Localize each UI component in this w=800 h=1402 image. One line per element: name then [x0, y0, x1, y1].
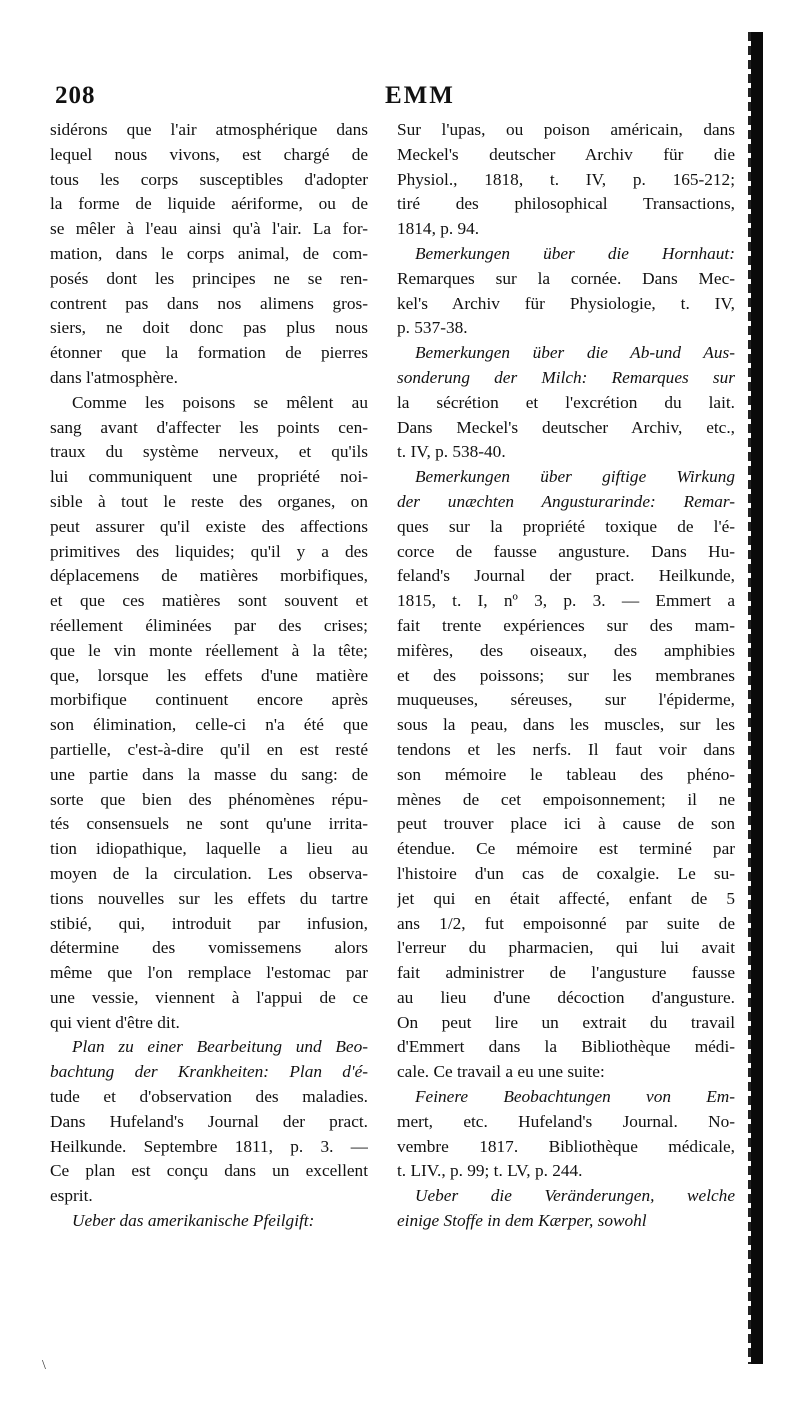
text-line: siers, ne doit donc pas plus nous [50, 318, 368, 338]
text-line: Ueber das amerikanische Pfeilgift: [72, 1211, 315, 1231]
text-line: Physiol., 1818, t. IV, p. 165-212; [397, 169, 735, 189]
text-line: d'Emmert dans la Bibliothèque médi- [397, 1037, 735, 1057]
text-line: 1814, p. 94. [397, 219, 480, 239]
text-line: tés consensuels ne sont qu'une irrita- [50, 814, 368, 834]
text-line: kel's Archiv für Physiologie, t. IV, [397, 293, 735, 313]
text-line: ans 1/2, fut empoisonné par suite de [397, 913, 735, 933]
text-line: déplacemens de matières morbifiques, [50, 566, 368, 586]
text-line: tiré des philosophical Transactions, [397, 194, 735, 214]
text-line: sible à tout le reste des organes, on [50, 491, 368, 511]
text-line: que, lorsque les effets d'une matière [50, 665, 368, 685]
text-line: et des poissons; sur les membranes [397, 665, 735, 685]
text-line: au lieu d'une décoction d'angusture. [397, 987, 735, 1007]
text-line: Sur l'upas, ou poison américain, dans [397, 120, 735, 139]
text-line: peut trouver place ici à cause de son [397, 814, 735, 834]
text-line: peut assurer qu'il existe des affections [50, 516, 368, 536]
text-line: posés dont les principes ne se ren- [50, 268, 368, 288]
text-line: t. IV, p. 538-40. [397, 442, 506, 462]
running-head: EMM [385, 82, 455, 109]
text-line: tude et d'observation des maladies. [50, 1087, 368, 1107]
text-line: einige Stoffe in dem Kærper, sowohl [397, 1211, 647, 1231]
text-line: bachtung der Krankheiten: Plan d'é- [50, 1062, 368, 1082]
text-line: Ce plan est conçu dans un excellent [50, 1161, 368, 1181]
text-line: muqueuses, séreuses, sur l'épiderme, [397, 690, 735, 710]
text-line: t. LIV., p. 99; t. LV, p. 244. [397, 1161, 583, 1181]
text-line: tendons et les nerfs. Il faut voir dans [397, 739, 735, 759]
text-line: tions nouvelles sur les effets du tartre [50, 888, 368, 908]
page-edge-bar [751, 32, 763, 1364]
text-line: tous les corps susceptibles d'adopter [50, 169, 368, 189]
text-line: 1815, t. I, nº 3, p. 3. — Emmert a [397, 591, 735, 611]
text-line: dans l'atmosphère. [50, 367, 178, 387]
text-line: jet qui en était affecté, enfant de 5 [397, 888, 735, 908]
text-line: Meckel's deutscher Archiv für die [397, 144, 735, 164]
text-line: corce de fausse angusture. Dans Hu- [397, 541, 735, 561]
text-line: l'erreur du pharmacien, qui lui avait [397, 938, 735, 958]
text-line: la forme de liquide aériforme, ou de [50, 194, 368, 214]
text-line: morbifique continuent encore après [50, 690, 368, 710]
text-line: l'histoire d'un cas de coxalgie. Le su- [397, 863, 735, 883]
text-line: fait trente expériences sur des mam- [397, 615, 735, 635]
text-line: feland's Journal der pract. Heilkunde, [397, 566, 735, 586]
text-line: ques sur la propriété toxique de l'é- [397, 516, 735, 536]
text-line: Bemerkungen über giftige Wirkung [415, 467, 735, 487]
text-line: stibié, qui, introduit par infusion, [50, 913, 368, 933]
text-line: son élimination, celle-ci n'a été que [50, 715, 368, 735]
text-line: Comme les poisons se mêlent au [72, 392, 368, 412]
text-line: et que ces matières sont souvent et [50, 591, 368, 611]
text-line: On peut lire un extrait du travail [397, 1012, 735, 1032]
footer-mark: \ [42, 1358, 46, 1373]
text-line: mènes de cet empoisonnement; il ne [397, 789, 735, 809]
text-line: étonner que la formation de pierres [50, 343, 368, 363]
text-line: son mémoire le tableau des phéno- [397, 764, 735, 784]
text-line: der unæchten Angusturarinde: Remar- [397, 491, 735, 511]
text-line: détermine des vomissemens alors [50, 938, 368, 958]
text-line: lui communiquent une propriété noi- [50, 467, 368, 487]
text-line: esprit. [50, 1186, 93, 1206]
text-line: Bemerkungen über die Ab-und Aus- [415, 343, 735, 363]
page-header [55, 82, 745, 122]
text-line: tion idiopathique, laquelle a lieu au [50, 839, 368, 859]
left-column [50, 118, 368, 1234]
text-line: primitives des liquides; qu'il y a des [50, 541, 368, 561]
text-line: Bemerkungen über die Hornhaut: [415, 243, 735, 263]
text-line: que le vin monte réellement à la tête; [50, 640, 368, 660]
text-line: Heilkunde. Septembre 1811, p. 3. — [50, 1136, 368, 1156]
text-line: mert, etc. Hufeland's Journal. No- [397, 1111, 735, 1131]
text-line: Plan zu einer Bearbeitung und Beo- [72, 1037, 368, 1057]
text-line: contrent pas dans nos alimens gros- [50, 293, 368, 313]
text-line: même que l'on remplace l'estomac par [50, 963, 368, 983]
text-line: une partie dans la masse du sang: de [50, 764, 368, 784]
text-line: traux du système nerveux, et qu'ils [50, 442, 368, 462]
text-line: se mêler à l'eau ainsi qu'à l'air. La for- [50, 219, 368, 239]
text-line: sous la peau, dans les muscles, sur les [397, 715, 735, 735]
text-line: qui vient d'être dit. [50, 1012, 180, 1032]
text-line: mifères, des oiseaux, des amphibies [397, 640, 735, 660]
text-line: Dans Hufeland's Journal der pract. [50, 1111, 368, 1131]
text-line: Remarques sur la cornée. Dans Mec- [397, 268, 735, 288]
text-line: sang avant d'affecter les points cen- [50, 417, 368, 437]
text-line: partielle, c'est-à-dire qu'il en est resté [50, 739, 368, 759]
text-line: fait administrer de l'angusture fausse [397, 963, 735, 983]
text-line: vembre 1817. Bibliothèque médicale, [397, 1136, 735, 1156]
text-line: sidérons que l'air atmosphérique dans [50, 120, 368, 139]
text-line: Ueber die Veränderungen, welche [415, 1186, 735, 1206]
text-line: une vessie, viennent à l'appui de ce [50, 987, 368, 1007]
text-line: Feinere Beobachtungen von Em- [415, 1087, 735, 1107]
right-column [397, 118, 735, 1234]
text-line: p. 537-38. [397, 318, 468, 338]
text-line: sonderung der Milch: Remarques sur [397, 367, 735, 387]
text-line: étendue. Ce mémoire est terminé par [397, 839, 735, 859]
text-line: la sécrétion et l'excrétion du lait. [397, 392, 735, 412]
text-line: réellement éliminées par des crises; [50, 615, 368, 635]
text-line: sorte que bien des phénomènes répu- [50, 789, 368, 809]
text-line: moyen de la circulation. Les observa- [50, 863, 368, 883]
text-line: Dans Meckel's deutscher Archiv, etc., [397, 417, 735, 437]
text-line: cale. Ce travail a eu une suite: [397, 1062, 605, 1082]
text-line: mation, dans le corps animal, de com- [50, 243, 368, 263]
text-line: lequel nous vivons, est chargé de [50, 144, 368, 164]
page-number: 208 [55, 82, 96, 109]
